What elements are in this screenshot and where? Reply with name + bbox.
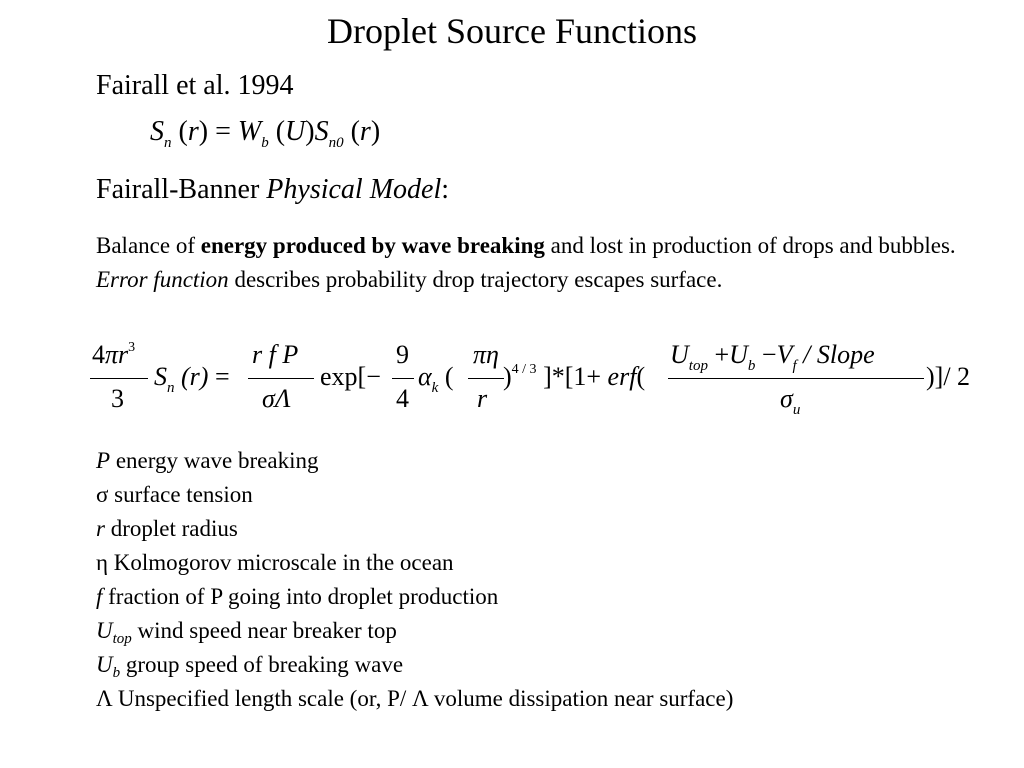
definition-row <box>96 614 733 648</box>
eq2-lhs-numerator <box>92 340 135 370</box>
eq1-lparen: ( <box>178 116 188 147</box>
def-text: energy wave breaking <box>110 448 319 473</box>
eq2-erf: erf <box>607 362 637 391</box>
eq1-lparen2: ( <box>275 116 286 147</box>
eq2-f4-fraction-bar <box>468 378 504 379</box>
eq1-rparen2: ) <box>305 116 315 147</box>
eq1-r: r <box>187 116 199 147</box>
def-text: surface tension <box>108 482 253 507</box>
reference-heading: Fairall et al. 1994 <box>96 70 294 101</box>
eq2-arg-r: (r) <box>181 362 209 391</box>
eq2-mid: ]*[1+ <box>543 362 602 391</box>
eq2-V: V <box>776 340 793 369</box>
definition-row <box>96 546 733 580</box>
eq2-lhs-denominator: 3 <box>111 384 124 413</box>
eq1-U: U <box>285 116 306 147</box>
eq2-f3-denominator: 4 <box>396 384 409 413</box>
eq2-sub-top: top <box>688 358 708 374</box>
def-symbol: Λ <box>96 686 113 711</box>
def-symbol: f <box>96 584 103 609</box>
model-prefix: Fairall-Banner <box>96 174 267 205</box>
eq2-f3-fraction-bar <box>392 378 414 379</box>
slide-title: Droplet Source Functions <box>327 11 697 51</box>
eq2-f5-fraction-bar <box>668 378 924 379</box>
equation-physical-model <box>90 340 990 420</box>
eq2-equals: = <box>214 362 230 391</box>
eq1-equals: = <box>208 116 238 147</box>
definition-row <box>96 512 733 546</box>
eq2-sigma: σ <box>780 384 793 413</box>
eq2-exp: exp[− <box>320 362 381 391</box>
para-bold: energy produced by wave breaking <box>200 233 545 258</box>
eq2-sub-f: f <box>792 358 797 374</box>
def-symbol: P <box>96 448 111 473</box>
def-text: droplet radius <box>104 516 238 541</box>
def-symbol: U <box>96 652 113 677</box>
eq2-f4-denominator: r <box>477 384 488 413</box>
definition-row <box>96 682 733 716</box>
def-subscript: b <box>112 665 121 681</box>
eq2-plus: + <box>714 340 730 369</box>
eq2-num-exp: 3 <box>128 340 136 355</box>
eq2-rparen: ) <box>503 362 512 391</box>
eq1-W: W <box>237 116 262 147</box>
definition-row <box>96 648 733 682</box>
eq2-Sn-r <box>154 362 230 397</box>
eq1-sub-n: n <box>164 135 172 151</box>
eq1-sub-b: b <box>261 135 269 151</box>
eq2-end: )]/ 2 <box>926 362 971 391</box>
eq1-r2: r <box>359 116 371 147</box>
def-subscript: top <box>112 631 132 647</box>
para-text-1: Balance of <box>96 233 201 258</box>
eq2-lparen2: ( <box>636 362 646 391</box>
eq2-sub-n: n <box>167 380 175 396</box>
eq1-sub-n0: n0 <box>328 135 344 151</box>
def-symbol: η <box>96 550 109 575</box>
eq1-S2: S <box>314 116 329 147</box>
eq1-S: S <box>150 116 164 147</box>
eq2-S: S <box>154 362 167 391</box>
definition-row <box>96 444 733 478</box>
eq2-Ub: U <box>729 340 748 369</box>
eq1-lparen3: ( <box>350 116 360 147</box>
description-paragraph <box>96 229 956 297</box>
definition-row <box>96 478 733 512</box>
para-italic: Error function <box>96 267 229 292</box>
def-text: Kolmogorov microscale in the ocean <box>108 550 454 575</box>
eq2-f4-numerator: πη <box>473 340 499 369</box>
eq2-slope: / Slope <box>796 340 875 369</box>
eq2-f5-denominator <box>780 384 800 419</box>
eq2-lparen: ( <box>444 362 454 391</box>
para-text-3: describes probability drop trajectory escapes surface. <box>228 267 723 292</box>
def-text: wind speed near breaker top <box>131 618 397 643</box>
model-heading <box>96 174 449 206</box>
eq2-f2-fraction-bar <box>248 378 314 379</box>
def-symbol: r <box>96 516 105 541</box>
model-suffix: : <box>441 174 450 205</box>
definition-row <box>96 580 733 614</box>
eq2-exp-4-3: 4 / 3 <box>511 362 537 377</box>
def-text: Unspecified length scale (or, P/ Λ volume dissipation near surface) <box>112 686 734 711</box>
eq2-f2-numerator: r f P <box>252 340 299 369</box>
eq2-sub-b: b <box>747 358 756 374</box>
eq1-rparen: ) <box>198 116 209 147</box>
eq1-rparen3: ) <box>370 116 381 147</box>
model-italic: Physical Model <box>266 174 442 205</box>
def-symbol: σ <box>96 482 109 507</box>
definitions-list <box>96 444 733 716</box>
equation-source-function <box>150 116 380 152</box>
eq2-lhs-fraction-bar <box>90 378 148 379</box>
para-text-2: and lost in production of drops and bubbles. <box>544 233 956 258</box>
eq2-num-4: 4 <box>92 340 105 369</box>
eq2-power-rest <box>503 362 645 392</box>
eq2-f2-denominator: σΛ <box>262 384 291 413</box>
def-symbol: U <box>96 618 113 643</box>
def-text: group speed of breaking wave <box>120 652 404 677</box>
eq2-minus: − <box>761 340 777 369</box>
eq2-alpha: α <box>418 362 432 391</box>
eq2-f5-numerator <box>670 340 875 375</box>
def-text: fraction of P going into droplet production <box>102 584 499 609</box>
eq2-num-r: r <box>118 340 129 369</box>
eq2-num-pi: π <box>105 340 119 369</box>
eq2-sub-u: u <box>792 402 801 418</box>
eq2-U: U <box>670 340 689 369</box>
eq2-alpha-k <box>418 362 454 397</box>
eq2-f3-numerator: 9 <box>396 340 409 369</box>
eq2-sub-k: k <box>431 380 439 396</box>
